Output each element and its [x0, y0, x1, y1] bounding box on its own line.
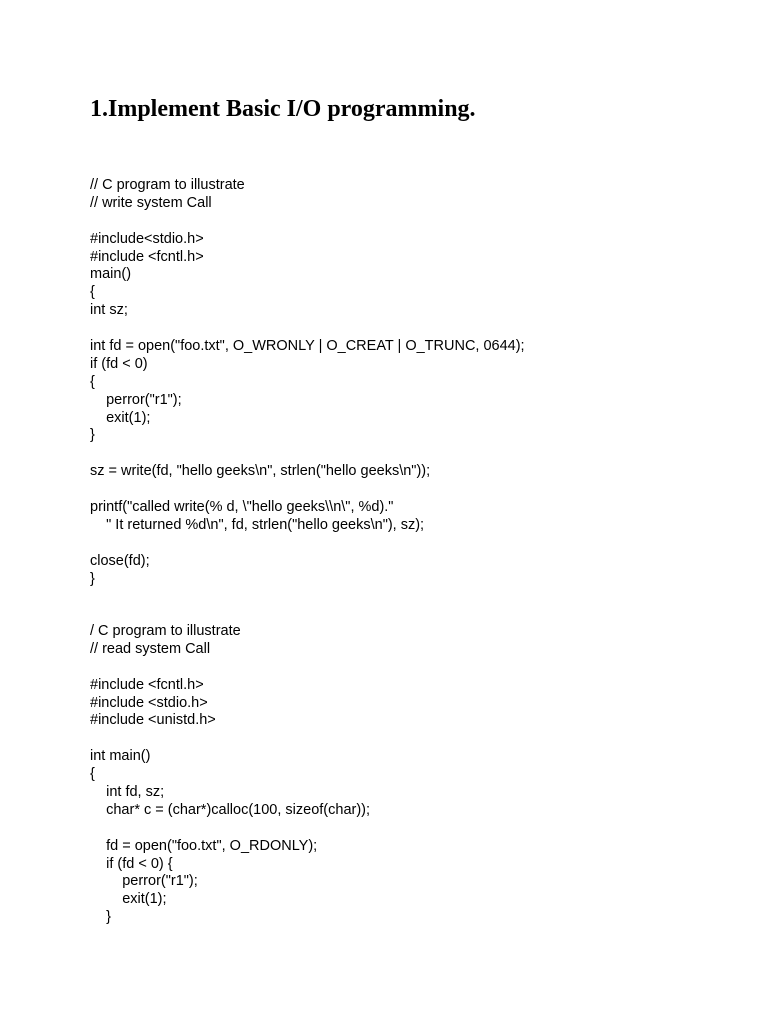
- code-line: int fd, sz;: [90, 784, 165, 801]
- code-line: perror("r1");: [90, 873, 198, 890]
- code-line: int fd = open("foo.txt", O_WRONLY | O_CREAT | O_TRUNC, 0644);: [90, 338, 525, 355]
- code-line: / C program to illustrate: [90, 623, 241, 639]
- write-program-code-block: [90, 177, 525, 588]
- code-line: #include<stdio.h>: [90, 230, 204, 247]
- code-line: [90, 659, 370, 677]
- code-line: #include <unistd.h>: [90, 712, 216, 729]
- code-line: sz = write(fd, "hello geeks\n", strlen("hello geeks\n"));: [90, 463, 431, 480]
- code-line: [90, 445, 525, 463]
- code-line: if (fd < 0): [90, 355, 148, 372]
- code-line: [90, 481, 525, 499]
- code-line: " It returned %d\n", fd, strlen("hello geeks\n"), sz);: [90, 516, 425, 533]
- code-line: if (fd < 0) {: [90, 855, 173, 872]
- code-line: #include <stdio.h>: [90, 694, 208, 711]
- code-line: #include <fcntl.h>: [90, 248, 204, 265]
- code-line: main(): [90, 266, 132, 283]
- code-line: [90, 213, 525, 231]
- code-line: int main(): [90, 748, 151, 765]
- code-line: }: [90, 570, 95, 587]
- code-line: // read system Call: [90, 640, 211, 657]
- code-line: #include <fcntl.h>: [90, 676, 204, 693]
- code-line: {: [90, 284, 95, 301]
- code-line: [90, 820, 370, 838]
- code-line: [90, 320, 525, 338]
- code-line: }: [90, 909, 111, 926]
- code-line: printf("called write(% d, \"hello geeks\\n\", %d).": [90, 499, 394, 516]
- code-line: perror("r1");: [90, 391, 182, 408]
- page-title: 1.Implement Basic I/O programming.: [90, 96, 476, 122]
- code-line: close(fd);: [90, 552, 150, 569]
- code-line: exit(1);: [90, 891, 167, 908]
- code-line: }: [90, 427, 95, 444]
- code-line: char* c = (char*)calloc(100, sizeof(char));: [90, 801, 371, 818]
- read-program-code-block: [90, 623, 370, 927]
- code-line: // write system Call: [90, 194, 212, 211]
- code-line: [90, 730, 370, 748]
- code-line: {: [90, 766, 95, 783]
- code-line: {: [90, 373, 95, 390]
- code-line: // C program to illustrate: [90, 177, 245, 193]
- code-line: exit(1);: [90, 409, 151, 426]
- code-line: fd = open("foo.txt", O_RDONLY);: [90, 837, 318, 854]
- code-line: [90, 535, 525, 553]
- code-line: int sz;: [90, 302, 128, 319]
